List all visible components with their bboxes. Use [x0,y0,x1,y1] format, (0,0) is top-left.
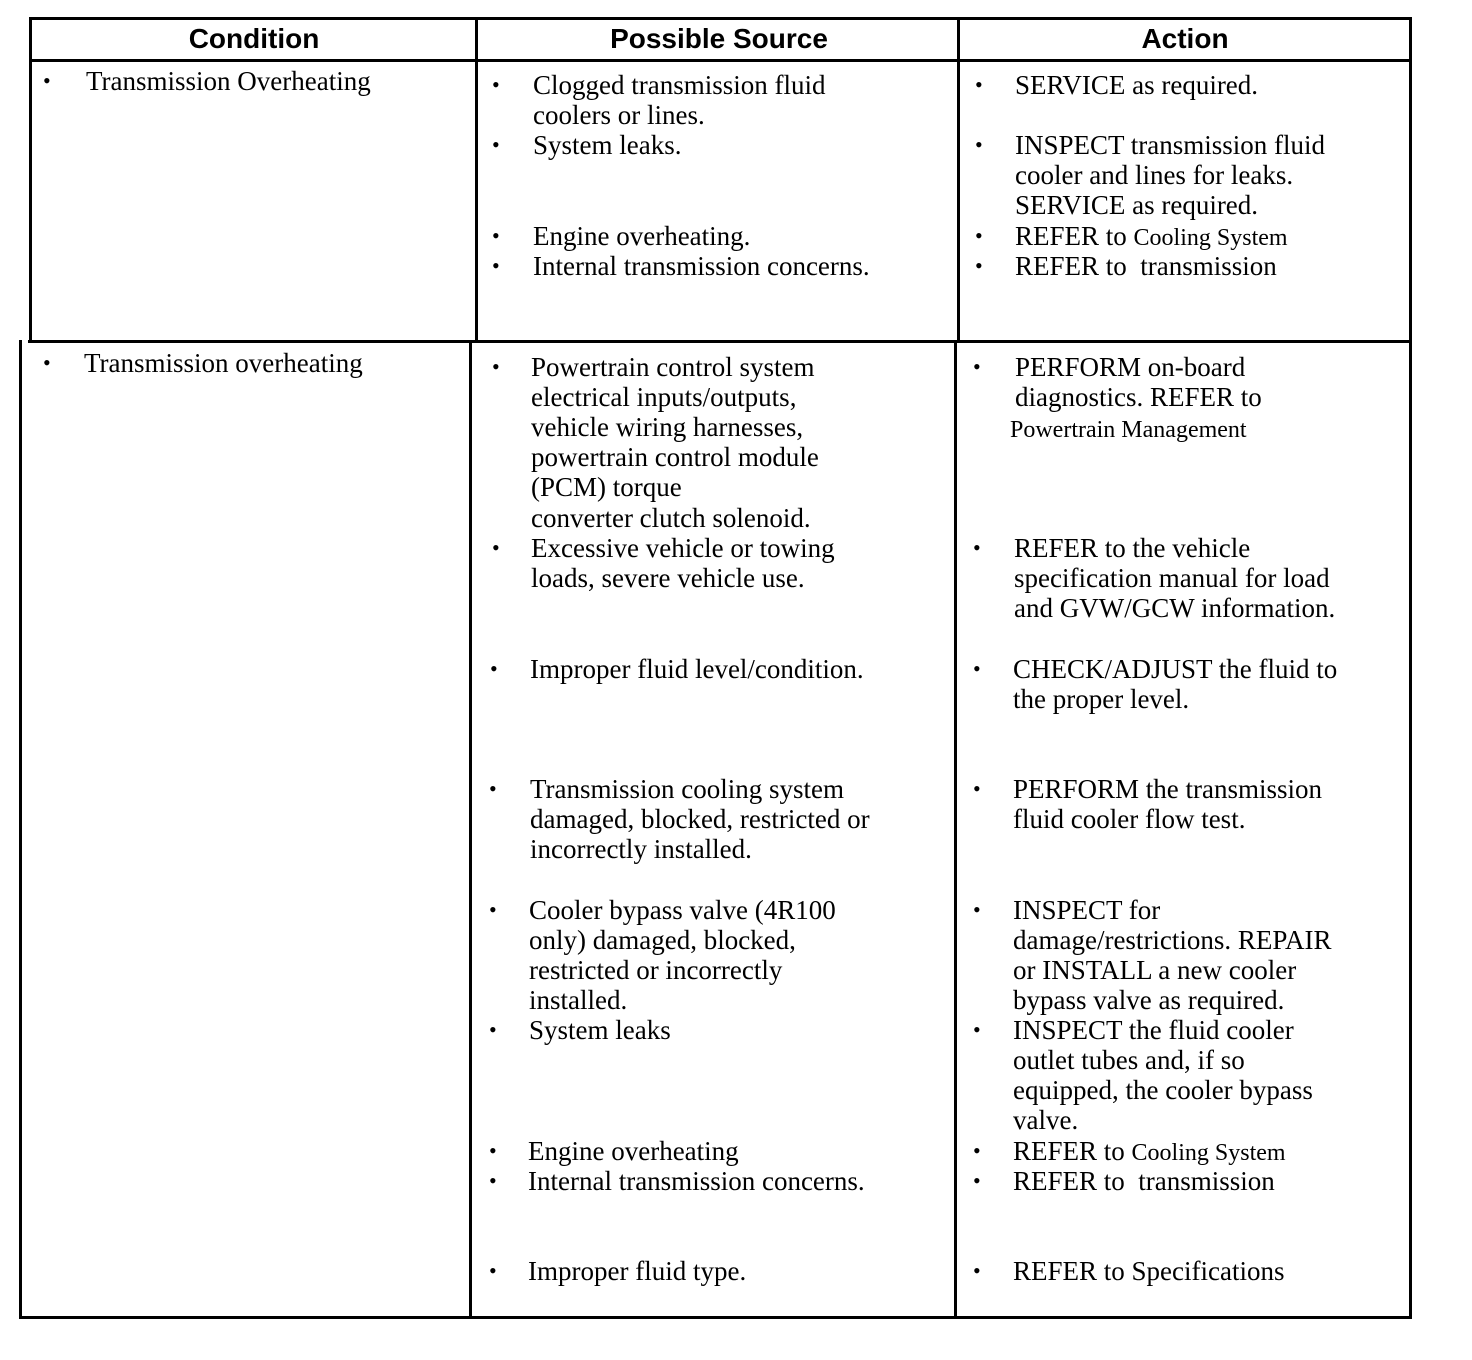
source-line: Internal transmission concerns. [528,1166,865,1196]
action-line: outlet tubes and, if so [1013,1045,1245,1075]
left-border-lower [19,340,22,1319]
action-line: SERVICE as required. [1015,190,1259,220]
source-line: Engine overheating. [533,221,751,251]
bullet: • [489,776,497,801]
action-lead: REFER to [1015,221,1127,251]
action-line: specification manual for load [1014,563,1330,593]
bullet: • [492,253,500,278]
action-lead: REFER to [1013,1136,1125,1166]
bullet: • [43,68,51,93]
bullet: • [492,535,500,560]
bullet: • [492,223,500,248]
action-line [1015,221,1288,253]
left-border-upper [29,17,32,343]
source-line: electrical inputs/outputs, [531,382,797,412]
header-divider [29,59,1412,62]
action-line [1013,1136,1286,1168]
action-line: REFER to Specifications [1013,1256,1285,1286]
bullet: • [489,1138,497,1163]
source-line: Transmission cooling system [530,774,845,804]
source-line: Powertrain control system [531,352,815,382]
row-divider [28,340,1412,343]
bullet: • [489,1017,497,1042]
bullet: • [43,350,51,375]
condition-text: Transmission Overheating [86,66,371,96]
bullet: • [973,776,981,801]
action-line: or INSTALL a new cooler [1013,955,1297,985]
action-line: cooler and lines for leaks. [1015,160,1294,190]
source-line: loads, severe vehicle use. [531,563,805,593]
bullet: • [973,1017,981,1042]
source-line: vehicle wiring harnesses, [531,412,804,442]
action-line: valve. [1013,1105,1079,1135]
bullet: • [975,132,983,157]
source-line: Engine overheating [528,1136,739,1166]
header-possible-source: Possible Source [610,23,828,54]
action-line: PERFORM the transmission [1013,774,1323,804]
action-line: PERFORM on-board [1015,352,1246,382]
source-line: Improper fluid level/condition. [530,654,864,684]
bullet: • [975,72,983,97]
bullet: • [492,132,500,157]
action-line: REFER to the vehicle [1014,533,1251,563]
action-line: bypass valve as required. [1013,985,1285,1015]
action-line: CHECK/ADJUST the fluid to [1013,654,1338,684]
action-line: fluid cooler flow test. [1013,804,1246,834]
action-line: and GVW/GCW information. [1014,593,1336,623]
action-reference: Cooling System [1133,225,1288,251]
source-line: restricted or incorrectly [529,955,783,985]
action-line: equipped, the cooler bypass [1013,1075,1313,1105]
column-divider-2-upper [957,17,960,343]
source-line: damaged, blocked, restricted or [530,804,870,834]
action-line: diagnostics. REFER to [1015,382,1262,412]
bullet: • [973,1168,981,1193]
source-line: Internal transmission concerns. [533,251,870,281]
header-condition: Condition [188,23,320,54]
bullet: • [492,72,500,97]
bullet: • [973,535,981,560]
bullet: • [973,656,981,681]
column-divider-1-upper [475,17,478,343]
table-border-top [29,17,1412,20]
source-line: installed. [529,985,628,1015]
table-border-bottom [19,1316,1412,1319]
source-line: Clogged transmission fluid [533,70,826,100]
action-line: INSPECT for [1013,895,1161,925]
action-line: SERVICE as required. [1015,70,1259,100]
condition-text: Transmission overheating [84,348,363,378]
bullet: • [975,223,983,248]
source-line: coolers or lines. [533,100,705,130]
bullet: • [973,897,981,922]
source-line: Improper fluid type. [528,1256,747,1286]
action-line: the proper level. [1013,684,1190,714]
action-reference: Powertrain Management [1010,417,1247,443]
source-line: System leaks [529,1015,671,1045]
action-line: INSPECT the fluid cooler [1013,1015,1294,1045]
bullet: • [490,656,498,681]
column-divider-1-lower [469,340,472,1319]
action-line: INSPECT transmission fluid [1015,130,1326,160]
action-line: REFER to transmission [1013,1166,1275,1196]
source-line: System leaks. [533,130,682,160]
bullet: • [489,1168,497,1193]
bullet: • [973,1138,981,1163]
source-line: Cooler bypass valve (4R100 [529,895,836,925]
action-line: REFER to transmission [1015,251,1277,281]
source-line: powertrain control module [531,442,819,472]
right-border [1409,17,1412,1319]
column-divider-2-lower [954,340,957,1319]
source-line: Excessive vehicle or towing [531,533,835,563]
bullet: • [489,1258,497,1283]
bullet: • [973,354,981,379]
bullet: • [975,253,983,278]
bullet: • [973,1258,981,1283]
bullet: • [489,897,497,922]
source-line: incorrectly installed. [530,834,752,864]
bullet: • [492,354,500,379]
source-line: only) damaged, blocked, [529,925,796,955]
action-reference: Cooling System [1131,1140,1286,1166]
source-line: converter clutch solenoid. [531,503,811,533]
source-line: (PCM) torque [531,472,682,502]
header-action: Action [1141,23,1229,54]
action-line: damage/restrictions. REPAIR [1013,925,1332,955]
